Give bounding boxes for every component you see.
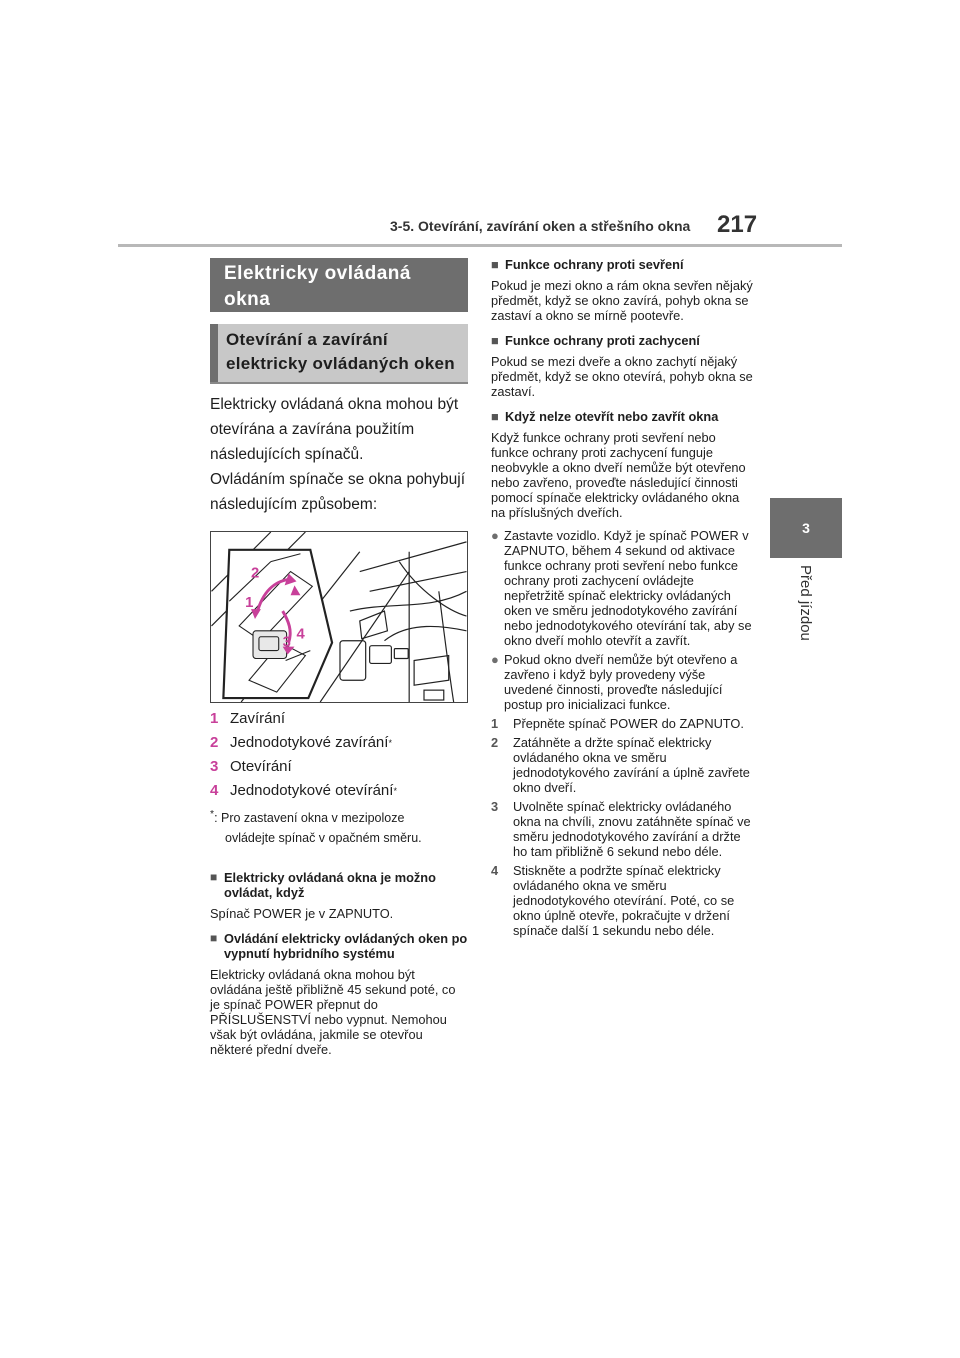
info-block: ■ Ovládání elektricky ovládaných oken po vypnutí hybridního systému Elektricky ovládaná okna mohou být ovládána ještě přibližně 45 sekund poté, co je spínač POWER přepnut do PŘÍSLUŠENSTVÍ nebo vypnut. Nemohou však být ovládána, jakmile se otevřou některé přední dveře. [210,931,468,1058]
page-number: 217 [717,211,758,238]
legend-item: 1 Zavírání [210,710,286,727]
square-bullet-icon: ■ [210,870,218,885]
figure-legend [210,707,468,803]
footnote: *: Pro zastavení okna v mezipoloze [210,809,405,826]
bullet-item: ● Pokud okno dveří nemůže být otevřeno a zavřeno i když byly provedeny výše uvedené činnosti, proveďte následující postup pro inicializaci funkce. [491,652,738,712]
intro-text [210,392,468,517]
info-heading: ■ Když nelze otevřít nebo zavřít okna [491,409,719,424]
info-heading: ■ Funkce ochrany proti sevření [491,257,684,272]
figure-label-1: 1 [245,595,254,612]
window-switch-illustration [210,531,468,703]
subsection-rule [210,382,468,384]
bullet-item: ● Zastavte vozidlo. Když je spínač POWER v ZAPNUTO, během 4 sekund od aktivace funkce ochrany proti sevření nebo funkce ochrany proti zachycení ovládejte nepřetržitě spínač elektricky ovládaných oken ve směru jednodotykového zavírání nebo jednodotykového otevírání tak, aby se okno dveří mohlo otevřít a zavřít. [491,528,752,648]
info-heading: ■ Funkce ochrany proti zachycení [491,333,700,348]
header-rule [118,244,842,247]
square-bullet-icon: ■ [491,257,499,272]
chapter-tab-label: Před jízdou [797,565,814,641]
square-bullet-icon: ■ [491,333,499,348]
square-bullet-icon: ■ [491,409,499,424]
intro-paragraph-1: Elektricky ovládaná okna mohou být otevírána a zavírána použitím následujících spínačů. [210,396,459,463]
info-body: Pokud je mezi okno a rám okna sevřen nějaký předmět, když se okno zavírá, pohyb okna se zastaví a okno se mírně pootevře. [491,278,753,323]
figure-label-3: 3 [282,634,291,651]
intro-paragraph-2: Ovládáním spínače se okna pohybují následujícím způsobem: [210,471,466,513]
door-panel-drawing [211,532,467,702]
legend-item: 2 Jednodotykové zavírání * [210,734,392,751]
round-bullet-icon: ● [491,652,499,667]
info-block: ■ Elektricky ovládaná okna je možno ovládat, když Spínač POWER je v ZAPNUTO. [210,870,436,922]
footnote-continuation: ovládejte spínač v opačném směru. [225,831,422,846]
section-title: Elektricky ovládaná okna [210,258,468,312]
legend-item: 4 Jednodotykové otevírání * [210,782,397,799]
left-column [210,258,468,1057]
chapter-title: 3-5. Otevírání, zavírání oken a střešního okna [390,218,691,234]
procedure-step: 1 Přepněte spínač POWER do ZAPNUTO. [491,716,744,731]
procedure-step: 2 Zatáhněte a držte spínač elektricky ovládaného okna ve směru jednodotykového zavírání a úplně zavřete okno dveří. [491,735,750,795]
legend-item: 3 Otevírání [210,758,292,775]
chapter-tab[interactable]: 3 [770,498,842,558]
subsection-title: Otevírání a zavírání elektricky ovládaných oken [210,324,468,382]
square-bullet-icon: ■ [210,931,218,946]
figure-label-4: 4 [296,626,305,643]
right-column [491,257,753,938]
zoom-callout [223,550,332,698]
info-body: Pokud se mezi dveře a okno zachytí nějaký předmět, když se okno otevírá, pohyb okna se zastaví. [491,354,753,399]
procedure-step: 3 Uvolněte spínač elektricky ovládaného okna na chvíli, znovu zatáhněte spínač ve směru jednodotykového zavírání a držte ho tam přibližně 6 sekund nebo déle. [491,799,751,859]
info-body: Když funkce ochrany proti sevření nebo funkce ochrany proti zachycení funguje neobvykle a okno dveří nemůže být otevřeno nebo zavřeno, proveďte následující činnosti pomocí spínače elektricky ovládaného okna na příslušných dveřích. [491,430,746,520]
procedure-step: 4 Stiskněte a podržte spínač elektricky ovládaného okna ve směru jednodotykového otevírání. Poté, co se okno úplně otevře, pokračujte v držení spínače další 1 sekundu nebo déle. [491,863,735,938]
round-bullet-icon: ● [491,528,499,543]
figure-label-2: 2 [251,565,260,582]
